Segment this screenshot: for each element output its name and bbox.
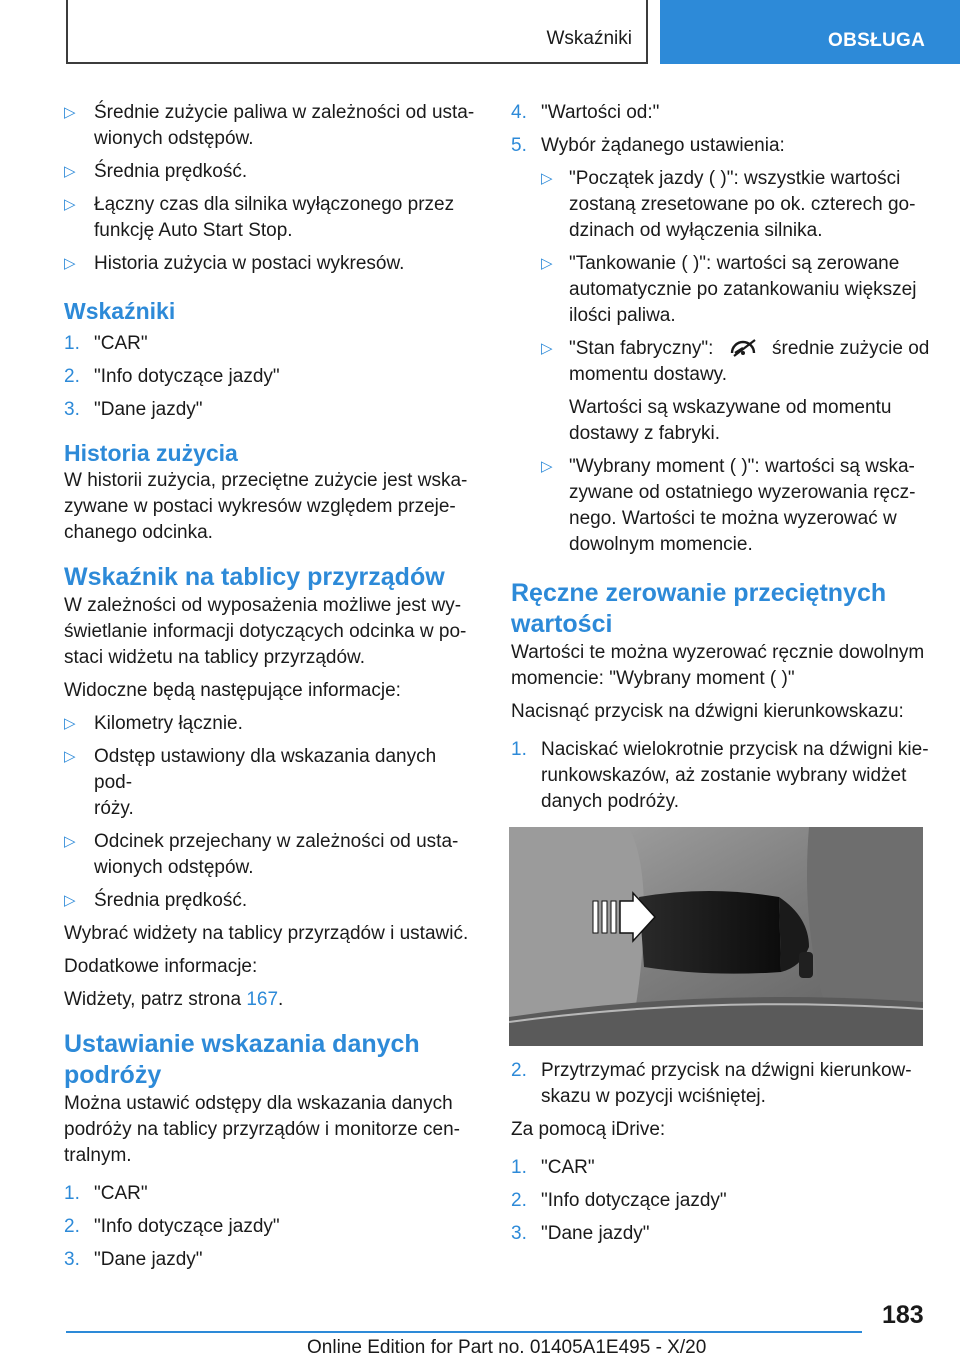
triangle-right-outline-icon: ▷	[541, 255, 553, 272]
header-section-title: Wskaźniki	[546, 28, 632, 49]
paragraph-historia: W historii zużycia, przeciętne zużycie jest wska- zywane w postaci wykresów względem przeje- chanego odcinka.	[64, 470, 468, 543]
right-column	[511, 100, 931, 815]
list-item: ▷ Średnia prędkość.	[64, 159, 476, 185]
right-column-lower	[511, 1058, 931, 1247]
step-item: 1. "CAR"	[64, 1183, 148, 1204]
footer-edition: Online Edition for Part no. 01405A1E495 - X/20	[307, 1337, 707, 1358]
triangle-right-outline-icon: ▷	[64, 892, 76, 909]
triangle-right-outline-icon: ▷	[64, 715, 76, 732]
triangle-right-outline-icon: ▷	[64, 833, 76, 850]
paragraph-ustawianie: Można ustawić odstępy dla wskazania danych podróży na tablicy przyrządów i monitorze cen- tralnym.	[64, 1093, 461, 1166]
step-item: 3. "Dane jazdy"	[511, 1223, 650, 1244]
footer-divider	[66, 1331, 862, 1333]
option-item: ▷ "Stan fabryczny": średnie zużycie od momentu dostawy. Wartości są wskazywane od momentu dostawy z fabryki.	[541, 338, 930, 444]
heading-tablica: Wskaźnik na tablicy przyrządów	[64, 563, 445, 591]
heading-wskazniki: Wskaźniki	[64, 298, 176, 324]
paragraph-widzety: Widżety, patrz strona 167.	[64, 989, 284, 1010]
step-item: 1. "CAR"	[511, 1157, 595, 1178]
paragraph-tablica: W zależności od wyposażenia możliwe jest wy- świetlanie informacji dotyczących odcinka w po- staci widżetu na tablicy przyrządów.	[64, 595, 467, 668]
list-item: ▷ Łączny czas dla silnika wyłączonego przez funkcję Auto Start Stop.	[64, 194, 455, 241]
step-item: 4. "Wartości od:"	[511, 102, 660, 123]
step-item: 2. "Info dotyczące jazdy"	[511, 1190, 727, 1211]
header-chapter-label: OBSŁUGA	[828, 30, 926, 51]
paragraph-dodatkowe: Dodatkowe informacje:	[64, 956, 258, 977]
paragraph-wybrac: Wybrać widżety na tablicy przyrządów i ustawić.	[64, 923, 469, 944]
step-item: 3. "Dane jazdy"	[64, 399, 203, 420]
paragraph-reczne: Wartości te można wyzerować ręcznie dowolnym momencie: "Wybrany moment ( )"	[511, 642, 925, 689]
heading-historia: Historia zużycia	[64, 440, 238, 466]
list-item: ▷ Historia zużycia w postaci wykresów.	[64, 251, 476, 277]
triangle-right-outline-icon: ▷	[64, 255, 76, 272]
step-item: 3. "Dane jazdy"	[64, 1249, 203, 1270]
list-item: ▷ Odstęp ustawiony dla wskazania danych pod- róży.	[64, 746, 437, 819]
step-item: 1. "CAR"	[64, 333, 148, 354]
option-item: ▷ "Wybrany moment ( )": wartości są wska- zywane od ostatniego wyzerowania ręcz- nego. Wartości te można wyzerować w dowolnym momencie.	[541, 456, 916, 555]
option-item: ▷ "Tankowanie ( )": wartości są zerowane automatycznie po zatankowaniu większej ilości paliwa.	[541, 253, 917, 326]
step-item: 2. "Info dotyczące jazdy"	[64, 366, 280, 387]
list-item: ▷ Średnia prędkość.	[64, 888, 476, 914]
step-item: 2. Przytrzymać przycisk na dźwigni kierunkow- skazu w pozycji wciśniętej.	[511, 1060, 912, 1107]
paragraph-nacisnac: Nacisnąć przycisk na dźwigni kierunkowskazu:	[511, 701, 904, 722]
heading-reczne: Ręczne zerowanie przeciętnych wartości	[511, 579, 887, 638]
list-item: ▷ Kilometry łącznie.	[64, 711, 476, 737]
triangle-right-outline-icon: ▷	[64, 163, 76, 180]
triangle-right-outline-icon: ▷	[541, 170, 553, 187]
triangle-right-outline-icon: ▷	[541, 340, 553, 357]
header-frame	[66, 0, 648, 64]
left-column	[64, 100, 476, 1273]
turn-signal-lever-photo	[509, 827, 923, 1046]
triangle-right-outline-icon: ▷	[64, 748, 76, 765]
page-reference-link[interactable]: 167	[246, 989, 279, 1010]
heading-ustawianie: Ustawianie wskazania danych podróży	[64, 1030, 420, 1089]
paragraph-za-pomoca: Za pomocą iDrive:	[511, 1119, 666, 1140]
step-item: 5. Wybór żądanego ustawienia:	[511, 135, 785, 156]
step-item: 2. "Info dotyczące jazdy"	[64, 1216, 280, 1237]
step-item: 1. Naciskać wielokrotnie przycisk na dźwigni kie- runkowskazów, aż zostanie wybrany widżet danych podróży.	[511, 739, 929, 812]
list-item: ▷ Odcinek przejechany w zależności od usta- wionych odstępów.	[64, 831, 459, 878]
gauge-reset-icon	[729, 336, 759, 358]
paragraph-widoczne: Widoczne będą następujące informacje:	[64, 680, 401, 701]
option-item: ▷ "Początek jazdy ( )": wszystkie wartości zostaną zresetowane po ok. czterech go- dzinach od wyłączenia silnika.	[541, 168, 916, 241]
list-item: ▷ Średnie zużycie paliwa w zależności od usta- wionych odstępów.	[64, 102, 475, 149]
triangle-right-outline-icon: ▷	[64, 196, 76, 213]
page-number: 183	[882, 1301, 924, 1329]
triangle-right-outline-icon: ▷	[541, 458, 553, 475]
lever-illustration	[509, 827, 923, 1046]
triangle-right-outline-icon: ▷	[64, 104, 76, 121]
